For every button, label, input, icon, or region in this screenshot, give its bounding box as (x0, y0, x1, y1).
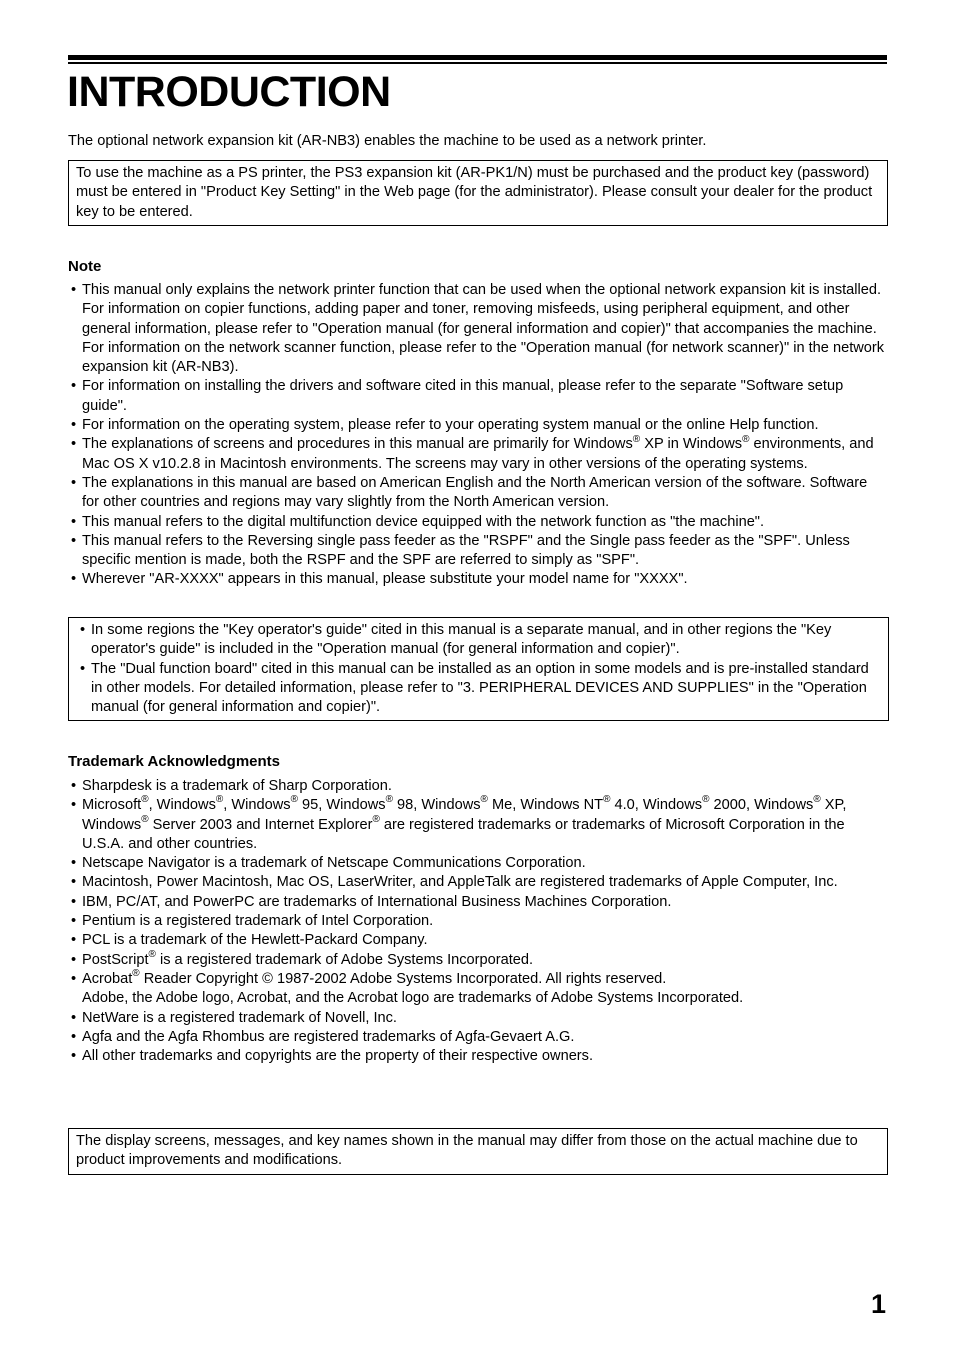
registered-mark: ® (132, 968, 140, 980)
registered-mark: ® (148, 948, 156, 960)
trademark-item: • PostScript® is a registered trademark of Adobe Systems Incorporated. (68, 951, 888, 970)
display-note-text: The display screens, messages, and key names shown in the manual may differ from those on the actual machine due to product improvements and modifications. (76, 1133, 858, 1169)
trademarks-list (68, 777, 888, 1066)
registered-mark: ® (215, 794, 224, 806)
registered-mark: ® (742, 433, 750, 445)
registered-mark: ® (632, 433, 641, 445)
registered-mark: ® (385, 794, 393, 806)
note-item: • This manual only explains the network printer function that can be used when the optional network expansion kit is installed. For information on copier functions, adding paper and toner, removing misfeeds, using peripheral equipment, and other general information, please refer to "Operation manual (for general information and copier)" that accompanies the machine. For information on the network scanner function, please refer to the "Operation manual (for network scanner)" in the network expansion kit (AR-NB3). (68, 281, 888, 377)
info-box-item: • In some regions the "Key operator's guide" cited in this manual is a separate manual, and in other regions the "Key operator's guide" is included in the "Operation manual (for general information and copier)". (77, 621, 877, 660)
registered-mark: ® (813, 794, 821, 806)
note-item: • For information on the operating system, please refer to your operating system manual or the online Help function. (68, 416, 888, 435)
note-item: • The explanations of screens and procedures in this manual are primarily for Windows® XP in Windows® environments, and Mac OS X v10.2.8 in Macintosh environments. The screens may vary in other versions of the operating systems. (68, 435, 888, 474)
info-box (68, 617, 889, 721)
trademark-item: • NetWare is a registered trademark of Novell, Inc. (68, 1009, 888, 1028)
note-item: • For information on installing the drivers and software cited in this manual, please refer to the separate "Software setup guide". (68, 377, 888, 416)
page-title: INTRODUCTION (67, 68, 391, 116)
registered-mark: ® (603, 794, 611, 806)
ps-printer-box-text: To use the machine as a PS printer, the PS3 expansion kit (AR-PK1/N) must be purchased and the product key (password) must be entered in "Product Key Setting" in the Web page (for the administrator). Please consult your dealer for the product key to be entered. (76, 165, 873, 220)
trademark-item: • Agfa and the Agfa Rhombus are registered trademarks of Agfa-Gevaert A.G. (68, 1028, 888, 1047)
trademark-item: • IBM, PC/AT, and PowerPC are trademarks of International Business Machines Corporation. (68, 893, 888, 912)
note-item: • This manual refers to the Reversing single pass feeder as the "RSPF" and the Single pass feeder as the "SPF". Unless specific mention is made, both the RSPF and the SPF are referred to simply as "SPF". (68, 532, 888, 571)
registered-mark: ® (372, 813, 380, 825)
trademarks-heading: Trademark Acknowledgments (68, 753, 281, 770)
trademark-item: • Sharpdesk is a trademark of Sharp Corporation. (68, 777, 888, 796)
trademark-item: • Microsoft®, Windows®, Windows® 95, Windows® 98, Windows® Me, Windows NT® 4.0, Windows® 2000, Windows® XP, Windows® Server 2003 and Internet Explorer® are registered trademarks or trademarks of Microsoft Corporation in the U.S.A. and other countries. (68, 796, 888, 854)
trademark-item: • Acrobat® Reader Copyright © 1987-2002 Adobe Systems Incorporated. All rights reserved. Adobe, the Adobe logo, Acrobat, and the Acrobat logo are trademarks of Adobe Systems Incorporated. (68, 970, 888, 1009)
trademark-item: • Pentium is a registered trademark of Intel Corporation. (68, 912, 888, 931)
registered-mark: ® (702, 794, 710, 806)
registered-mark: ® (141, 794, 149, 806)
trademark-item: • PCL is a trademark of the Hewlett-Packard Company. (68, 931, 888, 950)
info-box-list (77, 621, 877, 717)
registered-mark: ® (480, 794, 488, 806)
note-item: • The explanations in this manual are based on American English and the North American version of the software. Software for other countries and regions may vary slightly from the North American version. (68, 474, 888, 513)
registered-mark: ® (141, 813, 149, 825)
display-note-box (68, 1128, 888, 1175)
note-list (68, 281, 888, 590)
title-rule-thick (68, 55, 887, 60)
trademark-item: • Macintosh, Power Macintosh, Mac OS, LaserWriter, and AppleTalk are registered trademarks of Apple Computer, Inc. (68, 873, 888, 892)
intro-paragraph: The optional network expansion kit (AR-NB3) enables the machine to be used as a network printer. (68, 133, 707, 149)
title-rule-thin (68, 62, 887, 64)
ps-printer-box (68, 160, 888, 226)
note-item: • This manual refers to the digital multifunction device equipped with the network function as "the machine". (68, 513, 888, 532)
info-box-item: • The "Dual function board" cited in this manual can be installed as an option in some models and is pre-installed standard in other models. For detailed information, please refer to "3. PERIPHERAL DEVICES AND SUPPLIES" in the "Operation manual (for general information and copier)". (77, 660, 877, 718)
note-heading: Note (68, 258, 102, 275)
note-item: • Wherever "AR-XXXX" appears in this manual, please substitute your model name for "XXXX". (68, 570, 888, 589)
trademark-item: • All other trademarks and copyrights are the property of their respective owners. (68, 1047, 888, 1066)
registered-mark: ® (290, 794, 298, 806)
page-number: 1 (870, 1289, 886, 1319)
trademark-item: • Netscape Navigator is a trademark of Netscape Communications Corporation. (68, 854, 888, 873)
